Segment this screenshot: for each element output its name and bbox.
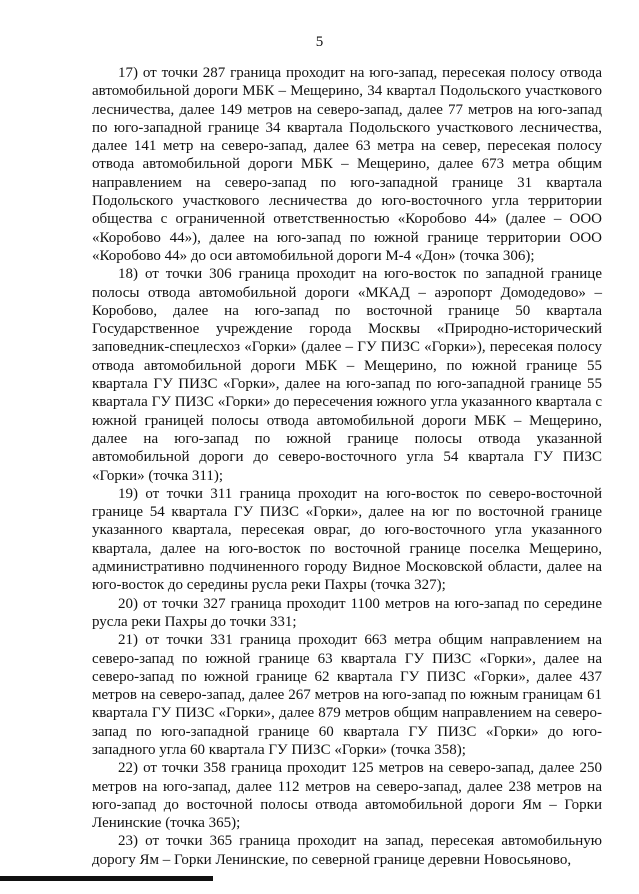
paragraph-19: 19) от точки 311 граница проходит на юго-восток по северо-восточной границе 54 квартала ГУ ПИЗС «Горки», далее на юг по восточной границе указанного квартала, пересекая овраг, до юго-восточного угла указанного квартала, далее на юго-восток по восточной границе поселка Мещерино, административно подчиненного городу Видное Московской области, далее на юго-восток до середины русла реки Пахры (точка 327); [92, 485, 602, 594]
document-body [92, 64, 602, 869]
paragraph-20: 20) от точки 327 граница проходит 1100 метров на юго-запад по середине русла реки Пахры до точки 331; [92, 595, 602, 630]
paragraph-22: 22) от точки 358 граница проходит 125 метров на северо-запад, далее 250 метров на юго-запад, далее 112 метров на северо-запад, далее 238 метров на юго-запад до восточной полосы отвода автомобильной дороги Ям – Горки Ленинские (точка 365); [92, 760, 602, 832]
paragraph-18: 18) от точки 306 граница проходит на юго-восток по западной границе полосы отвода автомобильной дороги «МКАД – аэропорт Домодедово» – Коробово, далее на юго-запад по восточной границе 50 квартала Государственное учреждение города Москвы «Природно-исторический заповедник-спецлесхоз «Горки» (далее – ГУ ПИЗС «Горки»), пересекая полосу отвода автомобильной дороги МБК – Мещерино, по южной границе 55 квартала ГУ ПИЗС «Горки», далее на юго-запад по юго-западной границе 55 квартала ГУ ПИЗС «Горки» до пересечения южного угла указанного квартала с южной границей полосы отвода автомобильной дороги МБК – Мещерино, далее на юго-запад по южной границе полосы отвода указанной автомобильной дороги до северо-восточного угла 54 квартала ГУ ПИЗС «Горки» (точка 311); [92, 266, 602, 484]
paragraph-23: 23) от точки 365 граница проходит на запад, пересекая автомобильную дорогу Ям – Горки Ленинские, по северной границе деревни Новосьяново, [92, 833, 602, 868]
paragraph-21: 21) от точки 331 граница проходит 663 метра общим направлением на северо-запад по южной границе 63 квартала ГУ ПИЗС «Горки», далее на северо-запад по южной границе 62 квартала ГУ ПИЗС «Горки», далее 437 метров на северо-запад, далее 267 метров на юго-запад по южным границам 61 квартала ГУ ПИЗС «Горки», далее 879 метров общим направлением на северо-запад по юго-западной границе 60 квартала ГУ ПИЗС «Горки» до юго-западного угла 60 квартала ГУ ПИЗС «Горки» (точка 358); [92, 632, 602, 758]
paragraph-17: 17) от точки 287 граница проходит на юго-запад, пересекая полосу отвода автомобильной дороги МБК – Мещерино, 34 квартал Подольского участкового лесничества, далее 149 метров на северо-запад, далее 77 метров на юго-запад по юго-западной границе 34 квартала Подольского участкового лесничества, далее 141 метр на северо-запад, далее 63 метра на север, пересекая полосу отвода автомобильной дороги МБК – Мещерино, далее 673 метра общим направлением на северо-запад по юго-западной границе 31 квартала Подольского участкового лесничества до юго-восточного угла территории общества с ограниченной ответственностью «Коробово 44» (далее – ООО «Коробово 44»), далее на юго-запад по южной границе территории ООО «Коробово 44» до оси автомобильной дороги М-4 «Дон» (точка 306); [92, 65, 602, 264]
page-number: 5 [315, 34, 324, 50]
footer-rule [0, 876, 213, 881]
